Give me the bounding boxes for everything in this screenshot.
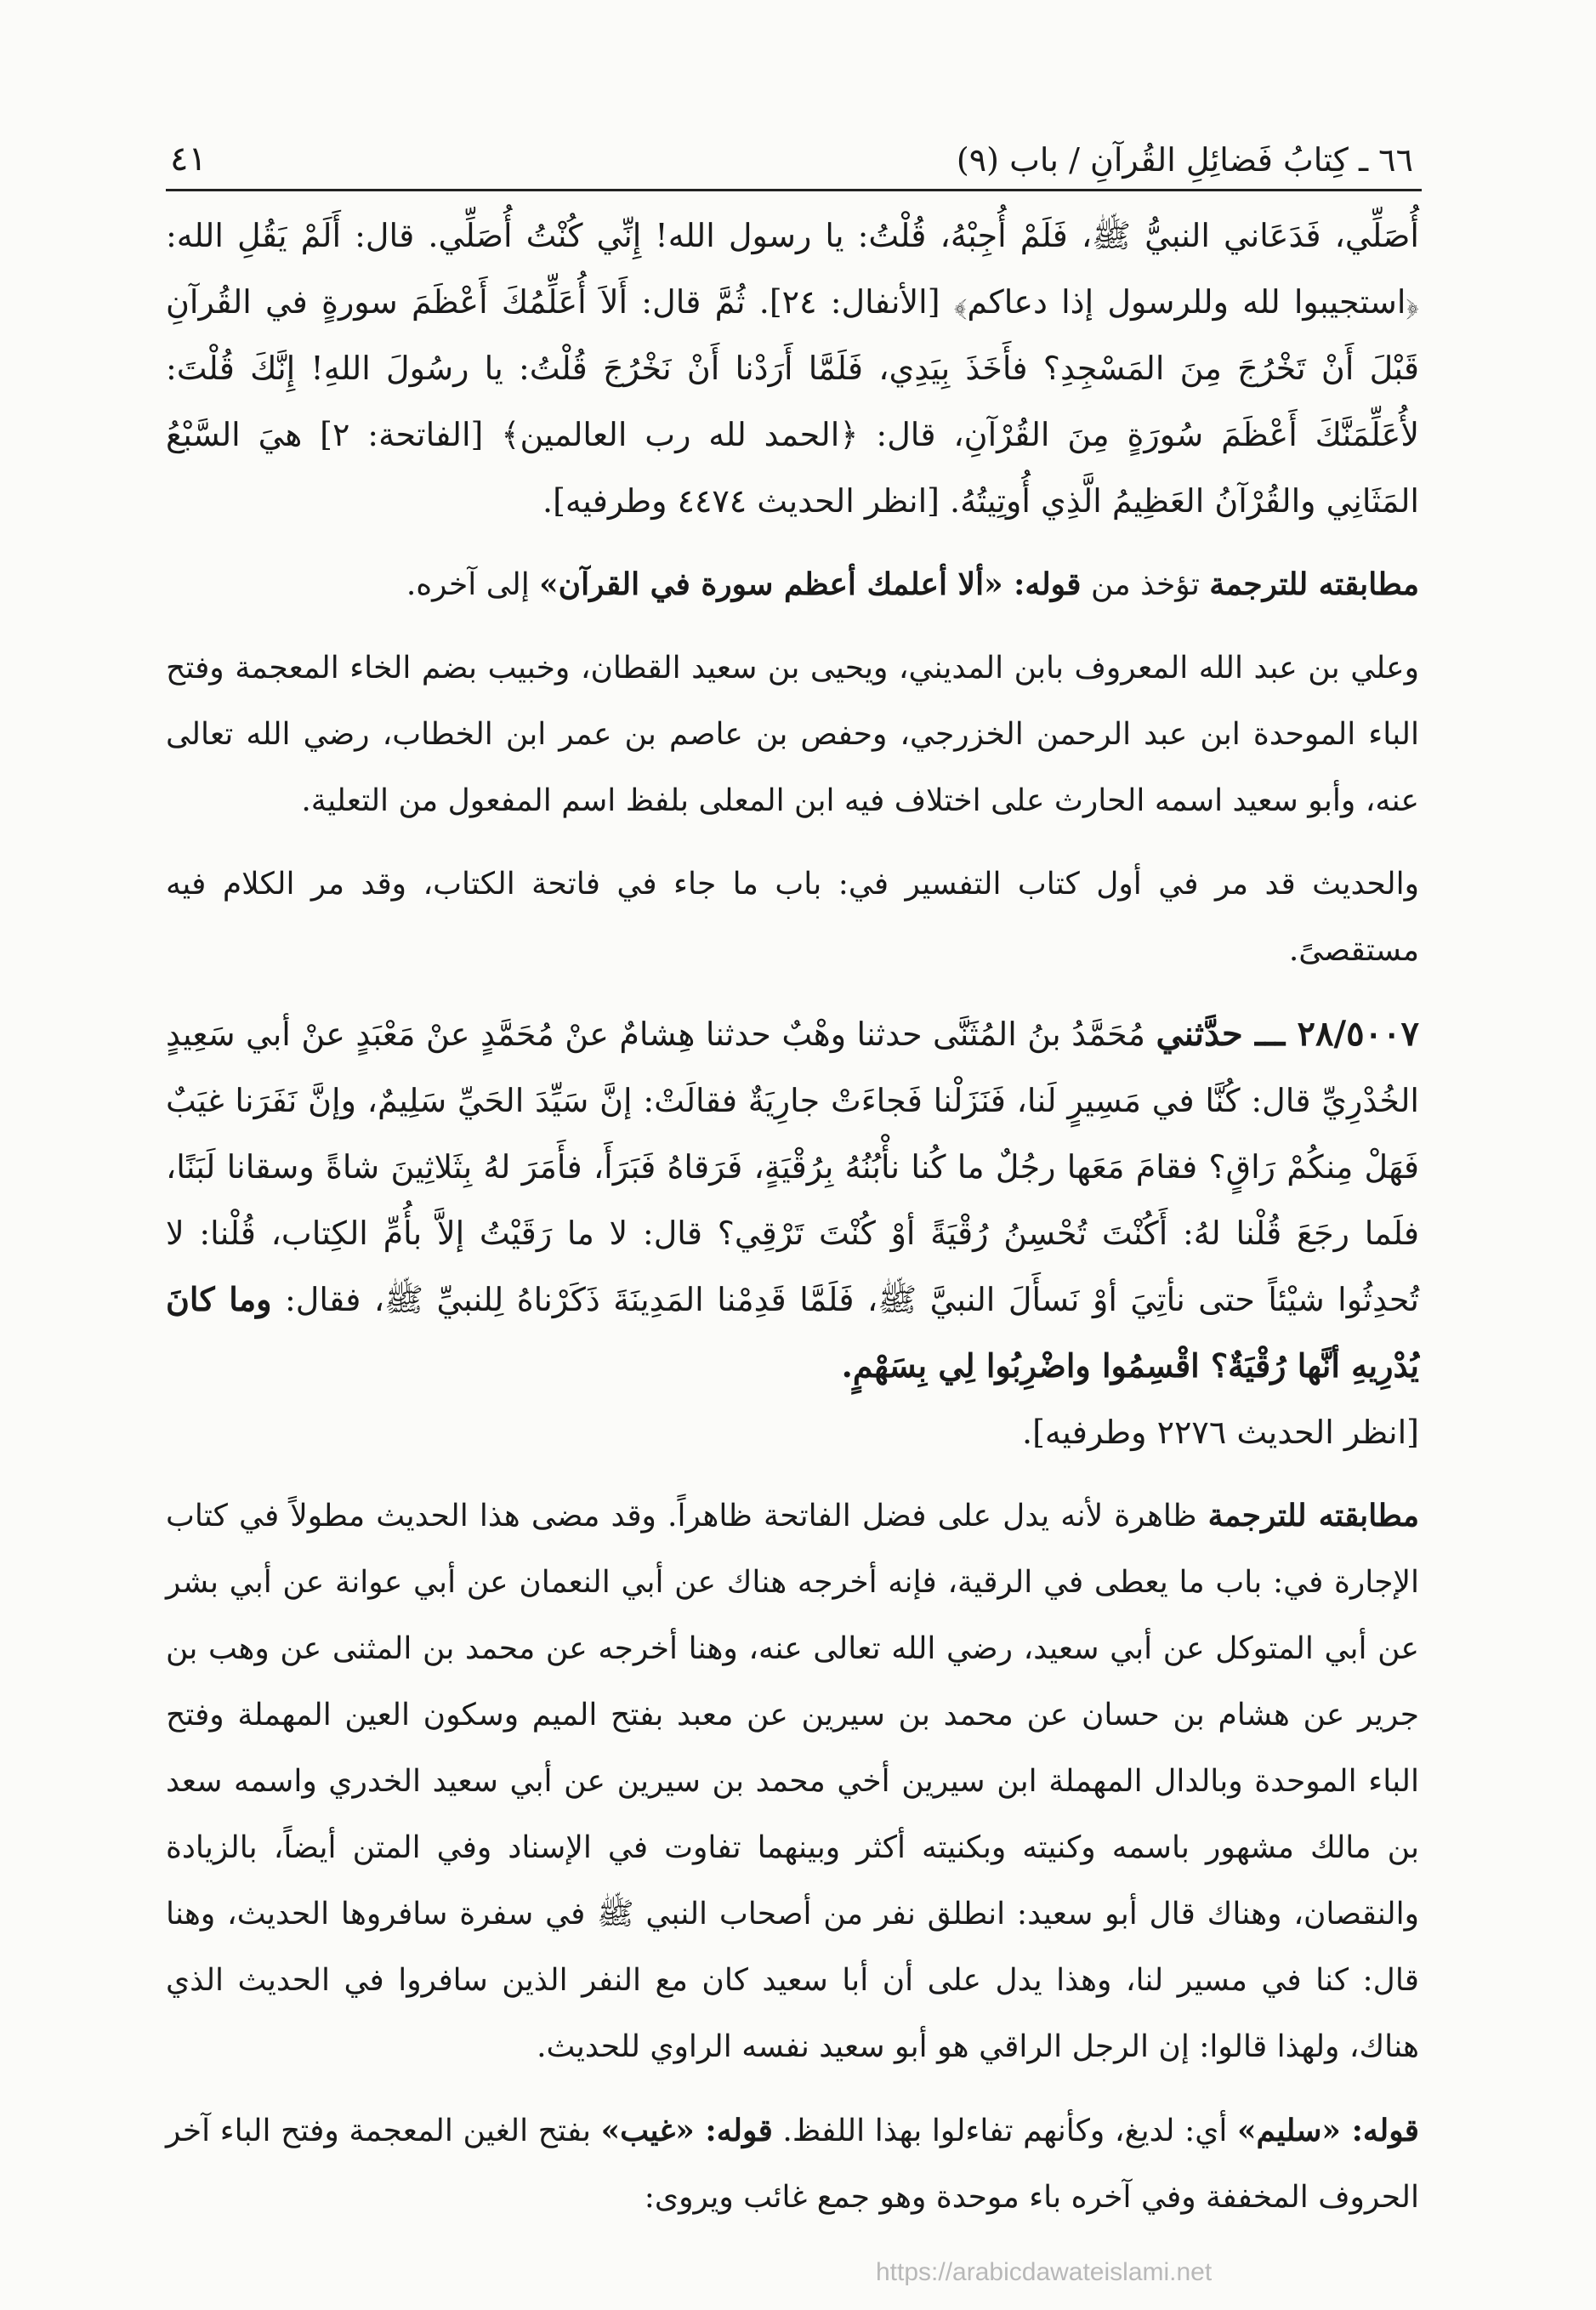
commentary-paragraph xyxy=(166,635,1419,834)
paragraph-text: وعلي بن عبد الله المعروف بابن المديني، ويحيى بن سعيد القطان، وخبيب بضم الخاء المعجمة وفتح الباء الموحدة ابن عبد الرحمن الخزرجي، وحفص بن عاصم بن عمر ابن الخطاب، رضي الله تعالى عنه، وأبو سعيد اسمه الحارث على اختلاف فيه ابن المعلى بلفظ اسم المفعول من التعلية. xyxy=(166,651,1419,818)
watermark-url: https://arabicdawateislami.net xyxy=(876,2258,1213,2286)
paragraph-lead: قوله: «غيب» xyxy=(600,2113,773,2148)
paragraph-text: مُحَمَّدُ بنُ المُثَنَّى حدثنا وهْبٌ حدثنا هِشامٌ عنْ مُحَمَّدٍ عنْ مَعْبَدٍ عنْ أبي سَعِيدٍ الخُدْرِيِّ قال: كُنَّا في مَسِيرٍ لَنا، فَنَزَلْنا فَجاءَتْ جارِيَةٌ فقالَتْ: إنَّ سَيِّدَ الحَيِّ سَلِيمٌ، وإنَّ نَفَرَنا غيَبٌ فَهَلْ مِنكُمْ رَاقٍ؟ فقامَ مَعَها رجُلٌ ما كُنا نأْبُنُهُ بِرُقْيَةٍ، فَرَقاهُ فَبَرَأَ، فأَمَرَ لهُ بِثَلاثِينَ شاةً وسقانا لَبَنًا، فلَما رجَعَ قُلْنا لهُ: أَكُنْتَ تُحْسِنُ رُقْيَةً أوْ كُنْتَ تَرْقِي؟ قال: لا ما رَقَيْتُ إلاَّ بأُمِّ الكِتاب، قُلْنا: لا تُحدِثُوا شيْئاً حتى نأتِيَ أوْ نَسأَلَ النبيَّ ﷺ، فَلَمَّا قَدِمْنا المَدِينَةَ ذَكَرْناهُ لِلنبيِّ ﷺ، فقال: xyxy=(166,1016,1419,1318)
paragraph-text: تؤخذ من xyxy=(1081,567,1210,602)
commentary-paragraph xyxy=(166,1482,1419,2080)
hadith-continuation xyxy=(166,202,1419,534)
paragraph-text: إلى آخره. xyxy=(406,567,540,602)
paragraph-text: أي: لديغ، وكأنهم تفاءلوا بهذا اللفظ. xyxy=(772,2114,1238,2148)
commentary-paragraph xyxy=(166,2097,1419,2231)
hadith-paragraph xyxy=(166,1001,1419,1465)
paragraph-text: والحديث قد مر في أول كتاب التفسير في: باب ما جاء في فاتحة الكتاب، وقد مر الكلام فيه مستقصىً. xyxy=(166,867,1419,968)
page-body xyxy=(166,202,1419,2250)
bold-quote: وما كانَ يُدْرِيهِ أنَّها رُقْيَةٌ؟ اقْسِمُوا واضْرِبُوا لِي بِسَهْمٍ. xyxy=(166,1280,1419,1385)
bold-quote: قوله: «ألا أعلمك أعظم سورة في القرآن» xyxy=(539,566,1082,602)
cross-reference: [انظر الحديث ٢٢٧٦ وطرفيه]. xyxy=(1022,1414,1419,1451)
hadith-number: ٢٨/٥٠٠٧ ـــ حدَّثني xyxy=(1156,1014,1419,1054)
header-rule xyxy=(166,189,1422,191)
paragraph-text: ظاهرة لأنه يدل على فضل الفاتحة ظاهراً. وقد مضى هذا الحديث مطولاً في كتاب الإجارة في: باب ما يعطى في الرقية، فإنه أخرجه هناك عن أبي النعمان عن أبي عوانة عن أبي بشر عن أبي المتوكل عن أبي سعيد، رضي الله تعالى عنه، وهنا أخرجه عن محمد بن المثنى عن وهب بن جرير عن هشام بن حسان عن محمد بن سيرين عن معبد بفتح الميم وسكون العين المهملة وفتح الباء الموحدة وبالدال المهملة ابن سيرين أخي محمد بن سيرين عن أبي سعيد الخدري واسمه سعد بن مالك مشهور باسمه وكنيته وبكنيته أكثر وبينهما تفاوت في الإسناد وفي المتن أيضاً، بالزيادة والنقصان، وهناك قال أبو سعيد: انطلق نفر من أصحاب النبي ﷺ في سفرة سافروها الحديث، وهنا قال: كنا في مسير لنا، وهذا يدل على أن أبا سعيد كان مع النفر الذين سافروا في الحديث الذي هناك، ولهذا قالوا: إن الرجل الراقي هو أبو سعيد نفسه الراوي للحديث. xyxy=(166,1499,1419,2064)
paragraph-text: أُصَلِّي، فَدَعَاني النبيُّ ﷺ، فَلَمْ أُجِبْهُ، قُلْتُ: يا رسول الله! إِنِّي كُنْتُ أُصَلِّي. قال: أَلَمْ يَقُلِ الله: ﴿استجيبوا لله وللرسول إذا دعاكم﴾ [الأنفال: ٢٤]. ثُمَّ قال: أَلاَ أُعَلِّمُكَ أَعْظَمَ سورةٍ في القُرآنِ قَبْلَ أَنْ تَخْرُجَ مِنَ المَسْجِدِ؟ فأَخَذَ بِيَدِي، فَلَمَّا أَرَدْنا أَنْ نَخْرُجَ قُلْتُ: يا رسُولَ اللهِ! إِنَّكَ قُلْتَ: لأُعَلِّمَنَّكَ أَعْظَمَ سُورَةٍ مِنَ القُرْآنِ، قال: ﴿الحمد لله رب العالمين﴾ [الفاتحة: ٢] هيَ السَّبْعُ المَثَانِي والقُرْآنُ العَظِيمُ الَّذِي أُوتِيتُهُ. [انظر الحديث ٤٤٧٤ وطرفيه]. xyxy=(166,217,1420,520)
paragraph-text: بفتح الغين المعجمة وفتح الباء آخر الحروف المخففة وفي آخره باء موحدة وهو جمع غائب ويروى: xyxy=(166,2114,1419,2215)
paragraph-lead: مطابقته للترجمة xyxy=(1207,1498,1419,1533)
page-header xyxy=(170,128,1413,179)
commentary-paragraph xyxy=(166,851,1419,984)
page-number: ٤١ xyxy=(170,139,207,179)
paragraph-lead: مطابقته للترجمة xyxy=(1209,566,1419,602)
paragraph-lead: قوله: «سليم» xyxy=(1237,2113,1420,2148)
commentary-paragraph xyxy=(166,551,1419,618)
running-title: ٦٦ ـ كِتابُ فَضائِلِ القُرآنِ / باب (٩) xyxy=(956,141,1413,179)
